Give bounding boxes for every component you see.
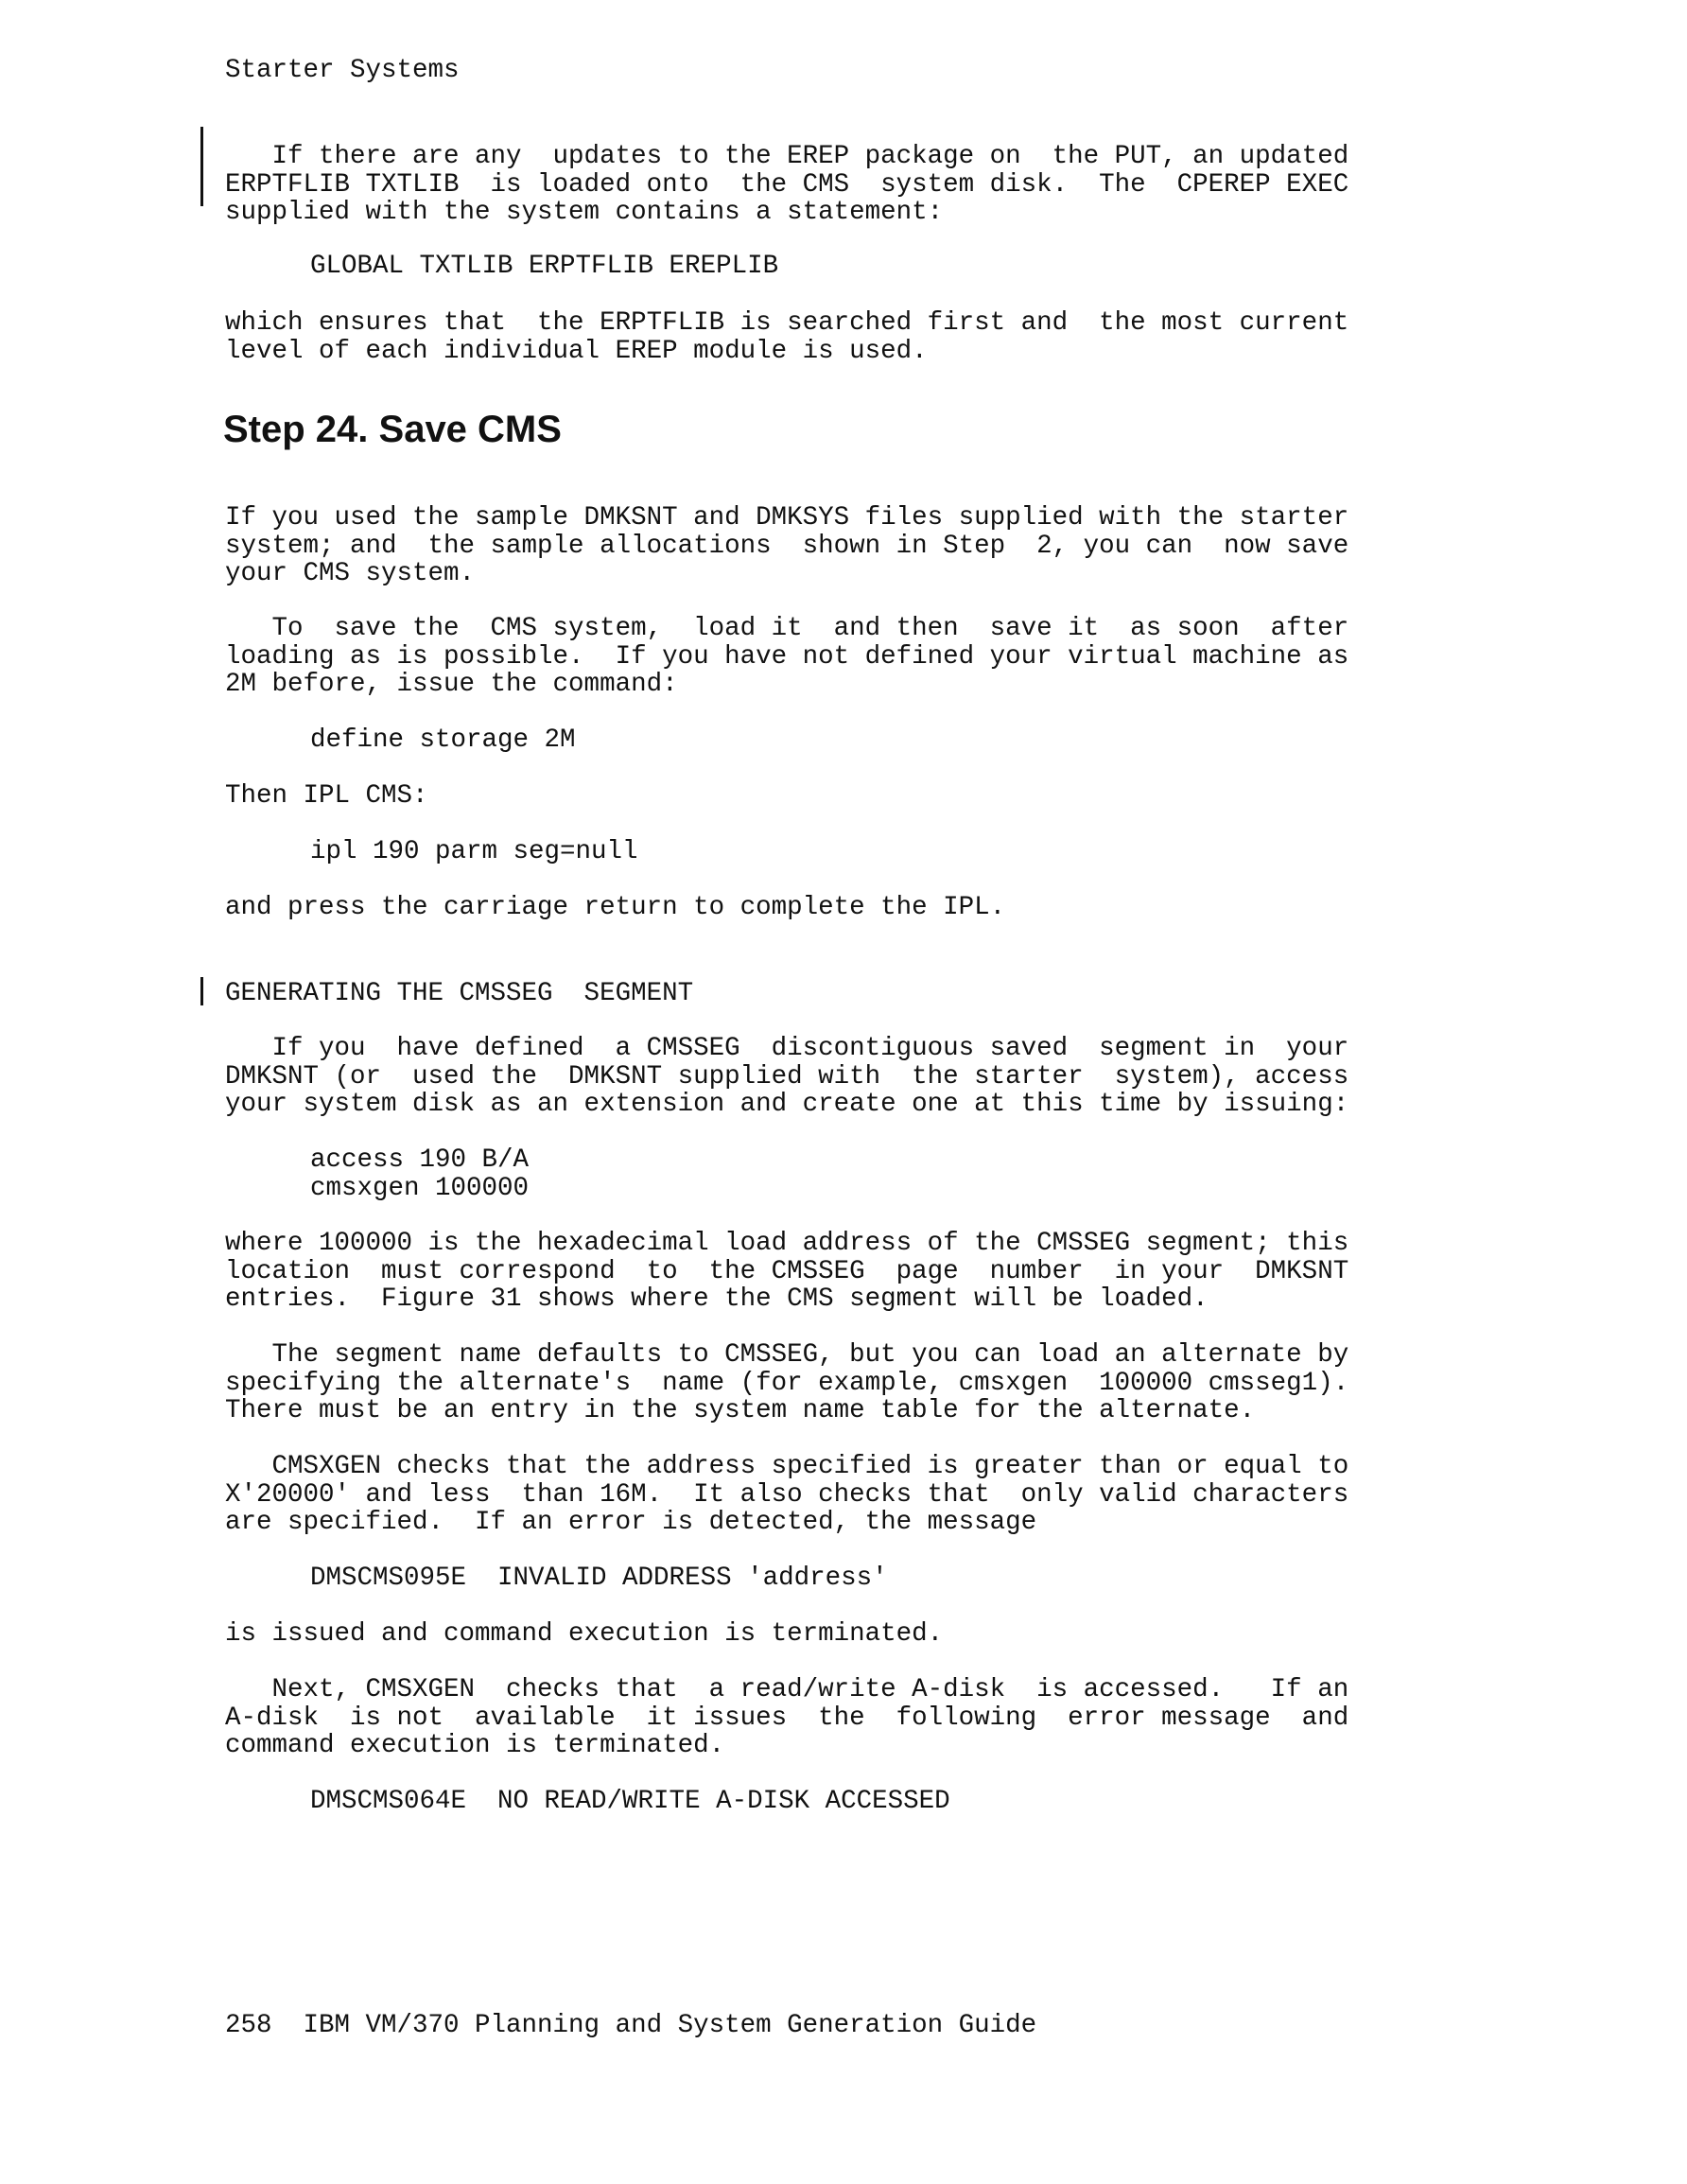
message-no-adisk: DMSCMS064E NO READ/WRITE A-DISK ACCESSED	[310, 1787, 950, 1816]
paragraph-cmsseg-defined: If you have defined a CMSSEG discontiguous saved segment in your DMKSNT (or used the DMKSNT supplied with the starter system), access your system disk as an extension and create one at this time by issuing:	[225, 1034, 1349, 1120]
command-access-cmsxgen: access 190 B/A cmsxgen 100000	[310, 1145, 530, 1203]
page-footer: 258 IBM VM/370 Planning and System Generation Guide	[225, 2011, 1037, 2040]
command-ipl: ipl 190 parm seg=null	[310, 837, 638, 866]
message-invalid-address: DMSCMS095E INVALID ADDRESS 'address'	[310, 1564, 888, 1593]
paragraph-carriage-return: and press the carriage return to complete the IPL.	[225, 893, 1006, 922]
paragraph-terminated: is issued and command execution is terminated.	[225, 1619, 944, 1649]
paragraph-then-ipl: Then IPL CMS:	[225, 781, 428, 811]
paragraph-sample-files: If you used the sample DMKSNT and DMKSYS files supplied with the starter system; and the sample allocations shown in Step 2, you can now save your CMS system.	[225, 503, 1349, 589]
command-global-txtlib: GLOBAL TXTLIB ERPTFLIB EREPLIB	[310, 252, 779, 281]
section-heading: Step 24. Save CMS	[223, 409, 562, 450]
command-define-storage: define storage 2M	[310, 725, 576, 755]
paragraph-adisk-check: Next, CMSXGEN checks that a read/write A-disk is accessed. If an A-disk is not available it issues the following error message and command execution is terminated.	[225, 1675, 1349, 1761]
paragraph-save-cms: To save the CMS system, load it and then save it as soon after loading as is possible. If you have not defined your virtual machine as 2M before, issue the command:	[225, 614, 1349, 700]
paragraph-ensures: which ensures that the ERPTFLIB is searched first and the most current level of each individual EREP module is used.	[225, 308, 1349, 366]
running-head: Starter Systems	[225, 56, 460, 85]
paragraph-erptflib: If there are any updates to the EREP package on the PUT, an updated ERPTFLIB TXTLIB is loaded onto the CMS system disk. The CPEREP EXEC supplied with the system contains a statement:	[225, 142, 1349, 228]
subsection-heading: GENERATING THE CMSSEG SEGMENT	[225, 979, 694, 1008]
revision-bar	[200, 127, 203, 206]
paragraph-address-check: CMSXGEN checks that the address specified is greater than or equal to X'20000' and less than 16M. It also checks that only valid characters are specified. If an error is detected, the message	[225, 1452, 1349, 1538]
paragraph-load-address: where 100000 is the hexadecimal load address of the CMSSEG segment; this location must correspond to the CMSSEG page number in your DMKSNT entries. Figure 31 shows where the CMS segment will be loaded.	[225, 1229, 1349, 1315]
paragraph-segment-name: The segment name defaults to CMSSEG, but you can load an alternate by specifying the alternate's name (for example, cmsxgen 100000 cmsseg1). There must be an entry in the system name table for the alternate.	[225, 1340, 1349, 1426]
revision-bar	[200, 977, 203, 1005]
